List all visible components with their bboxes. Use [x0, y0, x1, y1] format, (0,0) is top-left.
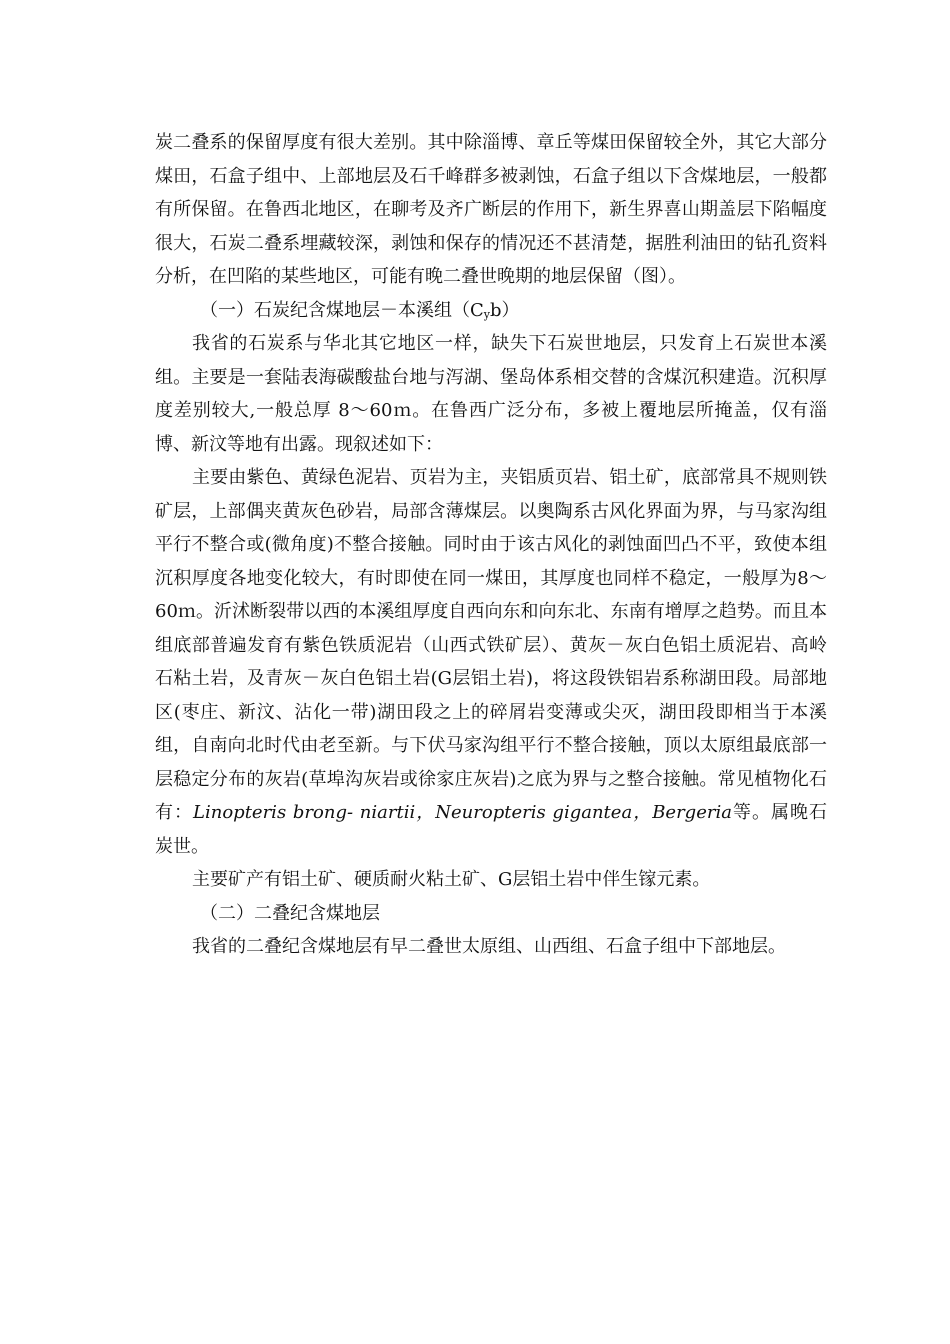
- lithology-text: 主要由紫色、黄绿色泥岩、页岩为主，夹铝质页岩、铝土矿，底部常具不规则铁矿层，上部偶夹黄灰色砂岩，局部含薄煤层。以奥陶系古风化界面为界，与马家沟组平行不整合或(微角度)不整合接触。同时由于该古风化的剥蚀面凹凸不平，致使本组沉积厚度各地变化较大，有时即使在同一煤田，其厚度也同样不稳定，一般厚为8～60ｍ。沂沭断裂带以西的本溪组厚度自西向东和向东北、东南有增厚之趋势。而且本组底部普遍发育有紫色铁质泥岩（山西式铁矿层）、黄灰－灰白色铝土质泥岩、高岭石粘土岩，及青灰－灰白色铝土岩(G层铝土岩)，将这段铁铝岩系称湖田段。局部地区(枣庄、新汶、沾化一带)湖田段之上的碎屑岩变薄或尖灭，湖田段即相当于本溪组，自南向北时代由老至新。与下伏马家沟组平行不整合接触，顶以太原组最底部一层稳定分布的灰岩(草埠沟灰岩或徐家庄灰岩)之底为界与之整合接触。常见植物化石有：: [155, 467, 827, 823]
- document-body: [155, 126, 827, 964]
- section-heading-permian: （二）二叠纪含煤地层: [200, 902, 380, 924]
- heading-text: （一）石炭纪含煤地层－本溪组（C: [200, 299, 484, 321]
- paragraph-permian-overview: 我省的二叠纪含煤地层有早二叠世太原组、山西组、石盒子组中下部地层。: [192, 936, 786, 957]
- heading-text-end: b）: [490, 299, 520, 321]
- paragraph-carboniferous-permian-preservation: 炭二叠系的保留厚度有很大差别。其中除淄博、章丘等煤田保留较全外，其它大部分煤田，石盒子组中、上部地层及石千峰群多被剥蚀，石盒子组以下含煤地层，一般都有所保留。在鲁西北地区，在聊考及齐广断层的作用下，新生界喜山期盖层下陷幅度很大，石炭二叠系埋藏较深，剥蚀和保存的情况还不甚清楚，据胜利油田的钻孔资料分析，在凹陷的某些地区，可能有晚二叠世晚期的地层保留（图）。: [155, 132, 827, 287]
- section-heading-benxi-formation: [155, 294, 827, 328]
- paragraph-minerals: 主要矿产有铝土矿、硬质耐火粘土矿、G层铝土岩中伴生镓元素。: [192, 869, 711, 890]
- paragraph-benxi-lithology: [155, 461, 827, 863]
- lithology-text-end: 等。属晚石炭世。: [155, 802, 828, 857]
- fossil-names: Linopteris brong- niartii，Neuropteris gigantea，Bergeria: [193, 802, 732, 823]
- heading-subscript: y: [483, 307, 490, 321]
- paragraph-benxi-overview: 我省的石炭系与华北其它地区一样，缺失下石炭世地层，只发育上石炭世本溪组。主要是一套陆表海碳酸盐台地与泻湖、堡岛体系相交替的含煤沉积建造。沉积厚度差别较大,一般总厚 8～60ｍ。在鲁西广泛分布，多被上覆地层所掩盖，仅有淄博、新汶等地有出露。现叙述如下：: [155, 333, 827, 455]
